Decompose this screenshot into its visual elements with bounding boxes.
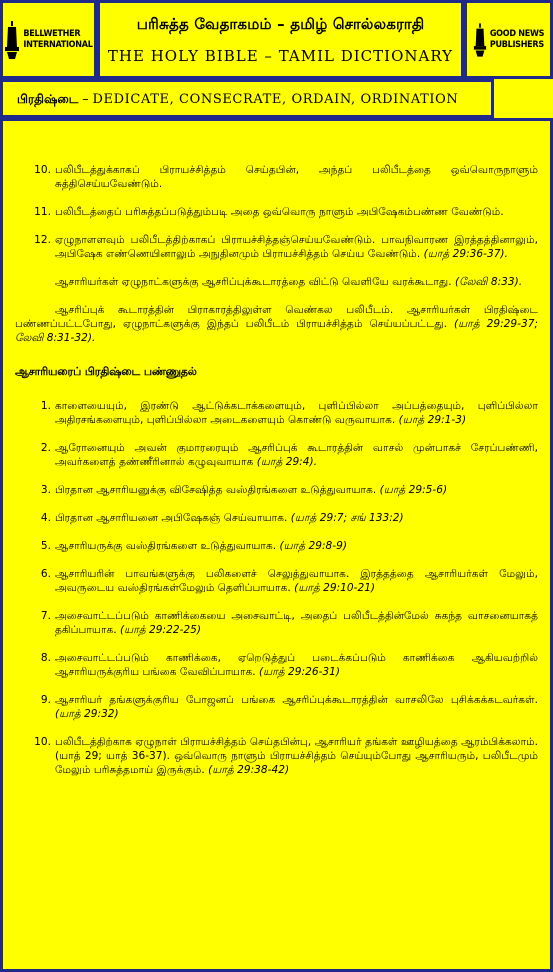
list-item: [15, 735, 538, 777]
scripture-reference: (யாத் 29:26-31): [259, 666, 340, 678]
scripture-reference: (யாத் 29:5-6): [379, 484, 448, 496]
item-text: ஏழுநாளளவும் பலிபீடத்திற்காகப் பிராயச்சித்தஞ்செய்யவேண்டும். பாவநிவாரண இரத்தத்தினாலும், அபிஷேக எண்ணெயினாலும் அநுதினமும் பிராயச்சித்தம் செய்ய வேண்டும்.: [55, 234, 538, 260]
content: [15, 163, 538, 791]
item-number: 11.: [34, 206, 51, 218]
scripture-reference: (யாத் 29:1-3): [398, 414, 467, 426]
list-item: [15, 539, 538, 553]
item-number: 10.: [34, 164, 51, 176]
item-text: ஆசாரியருக்கு வஸ்திரங்களை உடுத்துவாயாக.: [55, 540, 277, 552]
scripture-reference: (யாத் 29:32): [55, 708, 119, 720]
list-item: [15, 693, 538, 721]
scripture-reference: (யாத் 29:38-42): [208, 764, 290, 776]
item-text: பிரதான ஆசாரியனுக்கு விசேஷித்த வஸ்திரங்களை உடுத்துவாயாக.: [55, 484, 377, 496]
item-number: 7.: [40, 610, 51, 622]
title-box: [97, 0, 464, 79]
item-text: பலிபீடத்தைப் பரிசுத்தப்படுத்தும்படி அதை ஒவ்வொரு நாளும் அபிஷேகம்பண்ண வேண்டும்.: [55, 206, 504, 218]
list-item: [15, 483, 538, 497]
item-text: பலிபீடத்திற்காக ஏழுநாள் பிராயச்சித்தம் செய்தபின்பு, ஆசாரியர் தங்கள் ஊழியத்தை ஆரம்பிக்கலாம். (யாத் 29; யாத் 36-37). ஒவ்வொரு நாளும் பிராயச்சித்தம் செய்யும்போது ஆசாரியரும், பலிபீடமும் மேலும் பரிசுத்தமாய் இருக்கும்.: [55, 736, 538, 776]
paragraph: [15, 275, 538, 289]
item-number: 6.: [40, 568, 51, 580]
item-number: 4.: [40, 512, 51, 524]
list-item: [15, 609, 538, 637]
item-text: ஆரோனையும் அவன் குமாரரையும் ஆசரிப்புக் கூடாரத்தின் வாசல் முன்பாகச் சேரப்பண்ணி, அவர்களைத் தண்ணீரினால் கழுவுவாயாக: [55, 442, 538, 468]
english-title: THE HOLY BIBLE – TAMIL DICTIONARY: [107, 47, 454, 65]
left-logo-line-1: BELLWETHER: [23, 28, 81, 39]
item-number: 12.: [34, 234, 51, 246]
item-number: 3.: [40, 484, 51, 496]
item-number: 2.: [40, 442, 51, 454]
list-item: [15, 511, 538, 525]
item-text: ஆசாரியரின் பாவங்களுக்கு பலிகளைச் செலுத்துவாயாக. இரத்தத்தை ஆசாரியர்கள் மேலும், அவருடைய வஸ்திரங்கள்மேலும் தெளிப்பாயாக.: [55, 568, 538, 594]
scripture-reference: (யாத் 29:8-9): [279, 540, 347, 552]
bell-icon: [473, 22, 487, 58]
left-logo-line-2: INTERNATIONAL: [23, 39, 93, 50]
scripture-reference: (யாத் 29:4).: [256, 456, 317, 468]
paragraph: [15, 303, 538, 345]
scripture-reference: (யாத் 29:22-25): [120, 624, 202, 636]
good-news-logo: [464, 0, 553, 79]
subject-english: DEDICATE, CONSECRATE, ORDAIN, ORDINATION: [92, 92, 459, 107]
right-logo-line-2: PUBLISHERS: [489, 39, 544, 50]
item-text: அசைவாட்டப்படும் காணிக்கை, ஏறெடுத்துப் படைக்கப்படும் காணிக்கை ஆகியவற்றில் ஆசாரியருக்குரிய பங்கை வேவிப்பாயாக.: [55, 652, 538, 678]
item-number: 9.: [40, 694, 51, 706]
content-box: [0, 118, 553, 972]
scripture-reference: (யாத் 29:36-37).: [423, 248, 508, 260]
item-text: காளையையும், இரண்டு ஆட்டுக்கடாக்களையும், புளிப்பில்லா அப்பத்தையும், புளிப்பில்லா அதிரசங்களையும், புளிப்பில்லா அடைகளையும் கொண்டு வருவாயாக.: [55, 400, 538, 426]
scripture-reference: (யாத் 29:10-21): [294, 582, 376, 594]
tamil-title: பரிசுத்த வேதாகமம் – தமிழ் சொல்லகராதி: [136, 15, 425, 33]
list-item: [15, 205, 538, 219]
item-text: பலிபீடத்துக்காகப் பிராயச்சித்தம் செய்தபின், அந்தப் பலிபீடத்தை ஒவ்வொருநாளும் சுத்திசெய்யவேண்டும்.: [55, 164, 538, 190]
list-item: [15, 399, 538, 427]
item-number: 8.: [40, 652, 51, 664]
list-item: [15, 163, 538, 191]
paragraph-text: ஆசரிப்புக் கூடாரத்தின் பிராகாரத்திலுள்ள வெண்கல பலிபீடம். ஆசாரியர்கள் பிரதிஷ்டை பண்ணப்பட்டபோது, ஏழுநாட்களுக்கு இந்தப் பலிபீடம் பிராயச்சித்தம் செய்யப்பட்டது.: [15, 304, 538, 330]
item-text: அசைவாட்டப்படும் காணிக்கையை அசைவாட்டி, அதைப் பலிபீடத்தின்மேல் சுகந்த வாசனையாகத் தகிப்பாயாக.: [55, 610, 538, 636]
bellwether-logo: [0, 0, 97, 79]
right-logo-line-1: GOOD NEWS: [489, 28, 545, 39]
subject-bar: [0, 79, 494, 118]
subject-tamil: பிரதிஷ்டை: [17, 92, 79, 106]
scripture-reference: (லேவி 8:33).: [454, 276, 523, 288]
item-number: 5.: [40, 540, 51, 552]
list-item: [15, 651, 538, 679]
list-item: [15, 233, 538, 261]
section-heading: ஆசாரியரைப் பிரதிஷ்டை பண்ணுதல்: [15, 365, 197, 378]
item-text: ஆசாரியர் தங்களுக்குரிய போஜனப் பங்கை ஆசரிப்புக்கூடாரத்தின் வாசலிலே புசிக்கக்கடவர்கள்.: [55, 694, 538, 706]
paragraph-text: ஆசாரியர்கள் ஏழுநாட்களுக்கு ஆசரிப்புக்கூடாரத்தை விட்டு வெளியே வரக்கூடாது.: [55, 276, 452, 288]
list-item: [15, 441, 538, 469]
scripture-reference: (யாத் 29:29-37; லேவி 8:31-32).: [15, 318, 539, 344]
scripture-reference: (யாத் 29:7; சங் 133:2): [290, 512, 404, 524]
subject-separator: –: [82, 91, 89, 106]
item-number: 10.: [34, 736, 51, 748]
bell-icon: [4, 21, 20, 59]
list-item: [15, 567, 538, 595]
item-text: பிரதான ஆசாரியனை அபிஷேகஞ் செய்வாயாக.: [55, 512, 288, 524]
item-number: 1.: [40, 400, 51, 412]
